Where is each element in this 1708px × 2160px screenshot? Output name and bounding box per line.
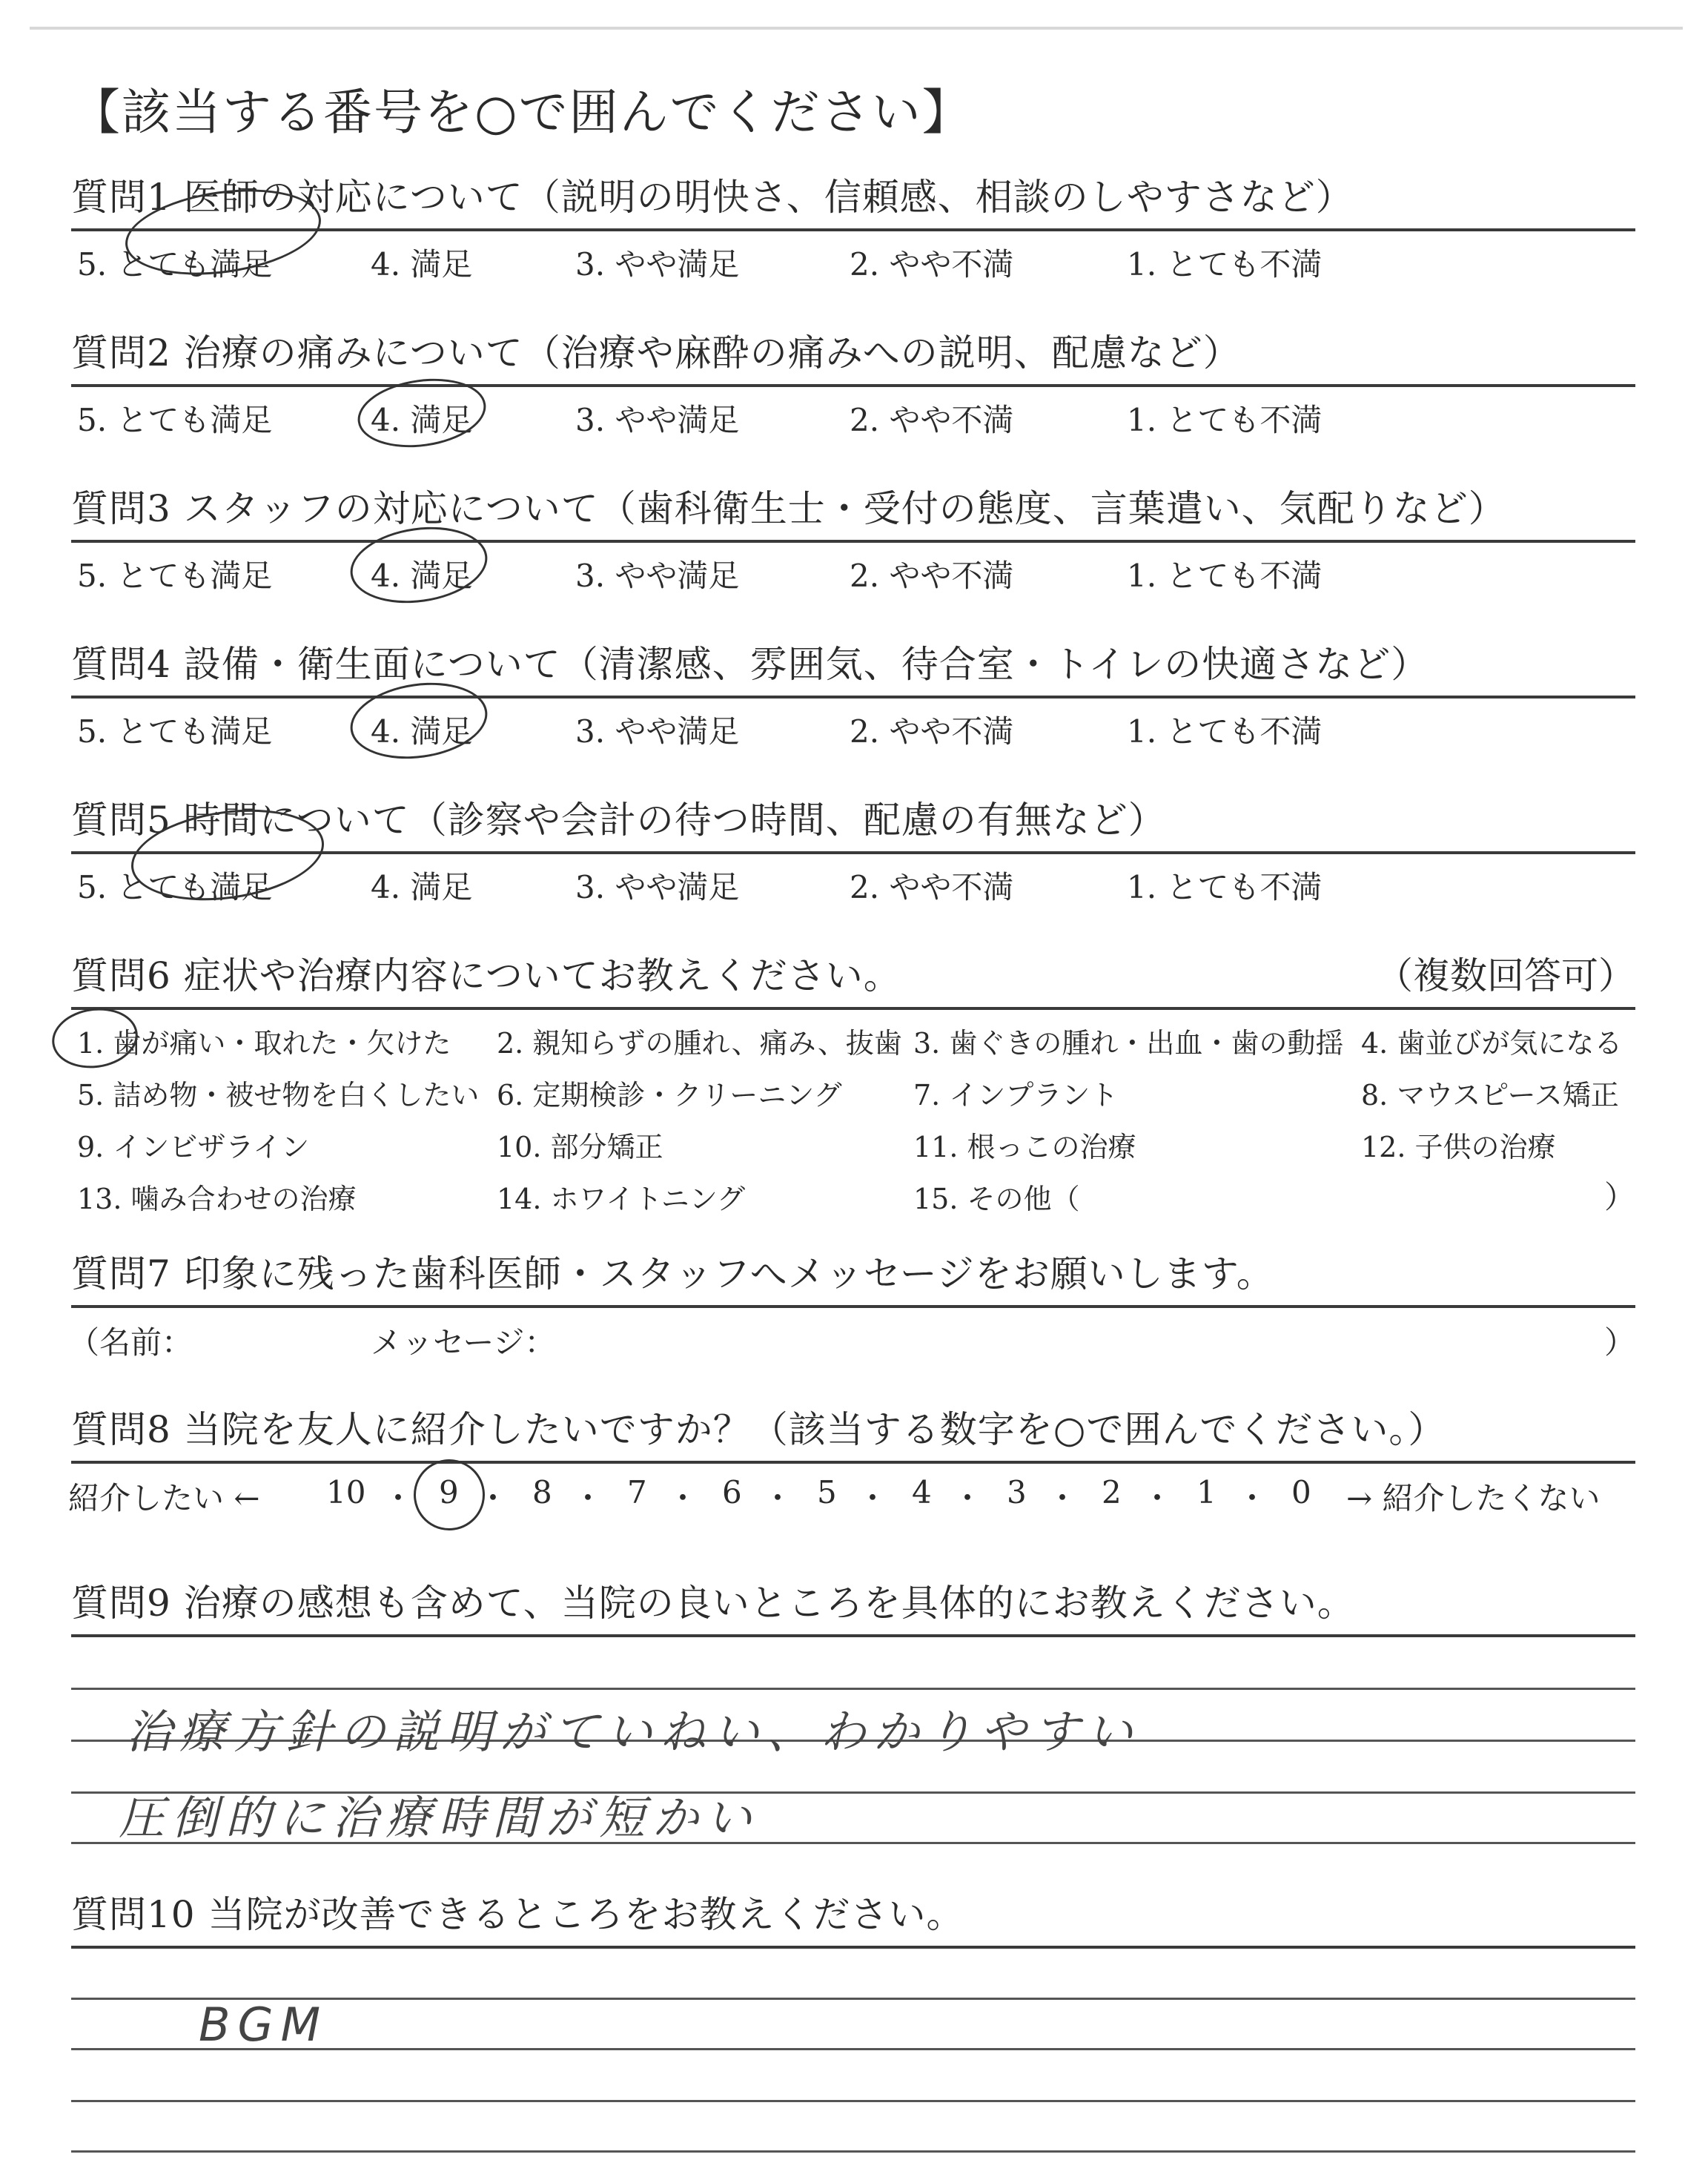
- q6-option-15[interactable]: 15. その他（: [913, 1183, 1080, 1215]
- q2-option-3[interactable]: 3. やや満足: [575, 402, 740, 438]
- q8-dot: ・: [952, 1480, 984, 1516]
- question-9: [71, 1572, 1635, 1637]
- q9-handwritten-answer-2: 圧倒的に治療時間が短かい: [119, 1791, 760, 1845]
- q10-answer-line: [71, 2150, 1635, 2153]
- q6-option-11[interactable]: 11. 根っこの治療: [913, 1131, 1136, 1163]
- q3-option-2[interactable]: 2. やや不満: [850, 558, 1014, 594]
- question-9-text: 質問9 治療の感想も含めて、当院の良いところを具体的にお教えください。: [71, 1582, 1355, 1625]
- q8-score-9[interactable]: 9: [439, 1474, 459, 1510]
- q6-option-8[interactable]: 8. マウスピース矯正: [1361, 1079, 1619, 1112]
- q4-option-5[interactable]: 5. とても満足: [77, 713, 273, 750]
- q9-handwritten-answer-1: 治療方針の説明がていねい、わかりやすい: [126, 1705, 1141, 1759]
- top-border: [30, 27, 1683, 30]
- question-3-text: 質問3 スタッフの対応について（歯科衛生士・受付の態度、言葉遣い、気配りなど）: [71, 487, 1506, 530]
- q2-option-4[interactable]: 4. 満足: [371, 402, 473, 438]
- q6-option-12[interactable]: 12. 子供の治療: [1361, 1131, 1556, 1163]
- q8-score-2[interactable]: 2: [1102, 1474, 1122, 1510]
- q8-dot: ・: [477, 1480, 509, 1516]
- question-3-options: [71, 543, 1635, 592]
- q8-selection-circle: [409, 1455, 489, 1535]
- question-4-options: [71, 698, 1635, 750]
- q4-option-2[interactable]: 2. やや不満: [850, 713, 1014, 750]
- q6-selection-circle: [48, 1003, 142, 1073]
- q8-dot: ・: [857, 1480, 889, 1516]
- question-8-scale: [68, 1464, 1635, 1523]
- q6-option-4[interactable]: 4. 歯並びが気になる: [1361, 1027, 1623, 1060]
- question-7: [68, 1243, 1635, 1361]
- q8-dot: ・: [1047, 1480, 1079, 1516]
- q8-dot: ・: [1142, 1480, 1174, 1516]
- q1-option-1[interactable]: 1. とても不満: [1127, 246, 1323, 283]
- q8-dot: ・: [572, 1480, 604, 1516]
- question-2-options: [71, 387, 1635, 436]
- q5-option-2[interactable]: 2. やや不満: [850, 869, 1014, 905]
- question-5-text: 質問5 時間について（診察や会計の待つ時間、配慮の有無など）: [71, 799, 1166, 842]
- q3-option-5[interactable]: 5. とても満足: [77, 558, 273, 594]
- question-1: [71, 166, 1635, 283]
- q8-score-10[interactable]: 10: [326, 1474, 366, 1510]
- q2-option-5[interactable]: 5. とても満足: [77, 402, 273, 438]
- q8-score-7[interactable]: 7: [627, 1474, 647, 1510]
- q6-option-5[interactable]: 5. 詰め物・被せ物を白くしたい: [77, 1079, 480, 1112]
- q6-option-6[interactable]: 6. 定期検診・クリーニング: [497, 1079, 842, 1112]
- question-6-note: （複数回答可）: [1376, 954, 1635, 997]
- question-3: [71, 478, 1635, 592]
- question-2-text: 質問2 治療の痛みについて（治療や麻酔の痛みへの説明、配慮など）: [71, 331, 1241, 374]
- q6-option-10[interactable]: 10. 部分矯正: [497, 1131, 663, 1163]
- q5-option-3[interactable]: 3. やや満足: [575, 869, 740, 905]
- q3-option-3[interactable]: 3. やや満足: [575, 558, 740, 594]
- question-6-text: 質問6 症状や治療内容についてお教えください。: [71, 954, 901, 997]
- q1-option-2[interactable]: 2. やや不満: [850, 246, 1014, 283]
- q7-close-paren: ）: [1603, 1324, 1635, 1361]
- q8-dot: ・: [1237, 1480, 1268, 1516]
- q6-option-13[interactable]: 13. 噛み合わせの治療: [77, 1183, 357, 1215]
- q6-option-7[interactable]: 7. インプラント: [913, 1079, 1119, 1112]
- q7-name-label: （名前：: [68, 1324, 193, 1361]
- q8-dot: ・: [762, 1480, 794, 1516]
- question-8-text: 質問8 当院を友人に紹介したいですか？（該当する数字を○で囲んでください。）: [71, 1408, 1446, 1451]
- q6-option-1[interactable]: 1. 歯が痛い・取れた・欠けた: [77, 1027, 451, 1060]
- q9-answer-line: [71, 1688, 1635, 1690]
- q6-option-9[interactable]: 9. インビザライン: [77, 1131, 310, 1163]
- q10-answer-line: [71, 2100, 1635, 2102]
- question-4: [71, 633, 1635, 750]
- q5-option-5[interactable]: 5. とても満足: [77, 869, 273, 905]
- question-4-text: 質問4 設備・衛生面について（清潔感、雰囲気、待合室・トイレの快適さなど）: [71, 643, 1429, 686]
- q6-other-close-paren: ）: [1603, 1179, 1635, 1215]
- q8-score-3[interactable]: 3: [1007, 1474, 1027, 1510]
- question-2: [71, 322, 1635, 436]
- q8-score-0[interactable]: 0: [1291, 1474, 1311, 1510]
- q6-option-2[interactable]: 2. 親知らずの腫れ、痛み、抜歯: [497, 1027, 902, 1060]
- q1-option-5[interactable]: 5. とても満足: [77, 246, 273, 283]
- q8-dot: ・: [383, 1480, 414, 1516]
- question-5-options: [71, 854, 1635, 903]
- q8-score-1[interactable]: 1: [1196, 1474, 1217, 1510]
- q8-score-8[interactable]: 8: [532, 1474, 552, 1510]
- q5-option-1[interactable]: 1. とても不満: [1127, 869, 1323, 905]
- q8-score-6[interactable]: 6: [722, 1474, 742, 1510]
- question-7-text: 質問7 印象に残った歯科医師・スタッフへメッセージをお願いします。: [71, 1252, 1274, 1295]
- q6-option-3[interactable]: 3. 歯ぐきの腫れ・出血・歯の動揺: [913, 1027, 1344, 1060]
- q4-option-1[interactable]: 1. とても不満: [1127, 713, 1323, 750]
- question-6-options: [71, 1010, 1635, 1232]
- q10-handwritten-answer: BGM: [199, 1998, 328, 2052]
- q1-option-4[interactable]: 4. 満足: [371, 246, 473, 283]
- page-title: 【該当する番号を○で囲んでください】: [71, 84, 973, 141]
- q3-option-4[interactable]: 4. 満足: [371, 558, 473, 594]
- q3-option-1[interactable]: 1. とても不満: [1127, 558, 1323, 594]
- q2-option-1[interactable]: 1. とても不満: [1127, 402, 1323, 438]
- q8-left-label: 紹介したい ←: [68, 1480, 260, 1516]
- question-5: [71, 789, 1635, 903]
- q2-option-2[interactable]: 2. やや不満: [850, 402, 1014, 438]
- q8-score-5[interactable]: 5: [817, 1474, 837, 1510]
- q8-right-label: → 紹介したくない: [1346, 1480, 1601, 1516]
- question-1-options: [71, 231, 1635, 283]
- q6-option-14[interactable]: 14. ホワイトニング: [497, 1183, 746, 1215]
- question-10-text: 質問10 当院が改善できるところをお教えください。: [71, 1893, 964, 1936]
- q4-option-4[interactable]: 4. 満足: [371, 713, 473, 750]
- q4-option-3[interactable]: 3. やや満足: [575, 713, 740, 750]
- q5-option-4[interactable]: 4. 満足: [371, 869, 473, 905]
- question-6: [71, 945, 1635, 1232]
- q7-message-label: メッセージ：: [371, 1324, 556, 1361]
- q8-score-4[interactable]: 4: [912, 1474, 932, 1510]
- q1-option-3[interactable]: 3. やや満足: [575, 246, 740, 283]
- question-8: [68, 1398, 1635, 1523]
- question-10: [71, 1883, 1635, 1949]
- q8-dot: ・: [667, 1480, 699, 1516]
- question-1-text: 質問1 医師の対応について（説明の明快さ、信頼感、相談のしやすさなど）: [71, 176, 1354, 219]
- question-7-answer: [68, 1308, 1635, 1361]
